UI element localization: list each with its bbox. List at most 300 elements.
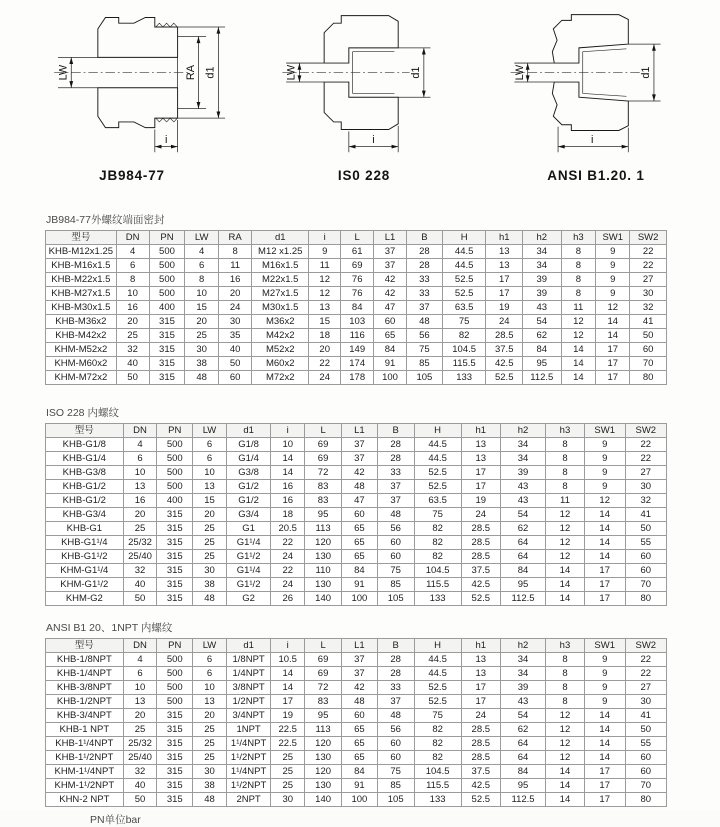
table-cell: 4 (123, 438, 157, 452)
table-cell: 14 (546, 793, 585, 807)
table-cell: 42 (342, 466, 378, 480)
table-cell: 9 (584, 681, 625, 695)
table-row (46, 536, 667, 550)
table-cell: 82 (442, 329, 486, 343)
column-header: B (406, 231, 442, 245)
table-cell: 10 (185, 287, 218, 301)
table-cell: 12 (546, 737, 585, 751)
table-cell: 14 (584, 522, 625, 536)
table-cell: 14 (271, 667, 305, 681)
table-cell: 105 (377, 793, 414, 807)
table-cell: 56 (377, 723, 414, 737)
table-cell: 115.5 (414, 578, 461, 592)
column-header: SW2 (625, 639, 666, 653)
table-cell: 14 (561, 357, 596, 371)
table-cell: 91 (374, 357, 407, 371)
table-cell: 11 (218, 259, 251, 273)
table-cell: 32 (123, 564, 157, 578)
table-cell: 84 (374, 343, 407, 357)
table-cell: 24 (271, 550, 305, 564)
table-cell: 50 (630, 329, 667, 343)
table-cell: 10 (123, 681, 157, 695)
table-cell: 44.5 (414, 438, 461, 452)
table-cell: 14 (546, 578, 585, 592)
column-header: d1 (252, 231, 309, 245)
table-cell: 25 (193, 536, 227, 550)
diagram-caption-jb984: JB984-77 (99, 168, 165, 183)
table-cell: 28.5 (461, 550, 500, 564)
header-row (46, 424, 667, 438)
table-cell: KHB-G1¹/4 (46, 536, 124, 550)
table-cell: 20 (123, 508, 157, 522)
table-cell: 1¹/2NPT (226, 751, 270, 765)
table-cell: 17 (584, 578, 625, 592)
table-cell: 44.5 (414, 452, 461, 466)
table-cell: G1/2 (226, 480, 270, 494)
diagram-caption-ansi: ANSI B1.20. 1 (547, 168, 645, 183)
table-row (46, 371, 667, 385)
column-header: L (305, 424, 342, 438)
table-cell: 60 (342, 709, 378, 723)
table-cell: 95 (523, 357, 561, 371)
table-cell: 95 (305, 508, 342, 522)
table-cell: G1¹/4 (226, 536, 270, 550)
table-cell: 20 (185, 315, 218, 329)
table-cell: 82 (414, 536, 461, 550)
table-cell: 24 (218, 301, 251, 315)
table-cell: 70 (625, 578, 666, 592)
table-cell: 315 (157, 737, 193, 751)
table-cell: 69 (305, 667, 342, 681)
table-cell: 52.5 (414, 695, 461, 709)
table-cell: 18 (309, 329, 341, 343)
table-cell: KHB-1¹/4NPT (46, 737, 124, 751)
table-cell: 9 (596, 287, 630, 301)
table-cell: 65 (342, 723, 378, 737)
table-cell: 8 (546, 681, 585, 695)
table-cell: 13 (461, 667, 500, 681)
table-cell: 44.5 (414, 667, 461, 681)
table-cell: 26 (271, 592, 305, 606)
column-header: 型号 (46, 639, 124, 653)
table-cell: 22 (271, 564, 305, 578)
table-cell: 48 (377, 709, 414, 723)
table-cell: KHB-M22x1.5 (46, 273, 117, 287)
table-cell: 12 (561, 329, 596, 343)
table-cell: 37 (377, 695, 414, 709)
column-header: h1 (461, 424, 500, 438)
table-cell: 70 (630, 357, 667, 371)
table-cell: 14 (561, 343, 596, 357)
table-cell: KHB-M27x1.5 (46, 287, 117, 301)
table-cell: 95 (501, 779, 546, 793)
table-cell: KHB-M12x1.25 (46, 245, 117, 259)
table-cell: 30 (630, 287, 667, 301)
table-cell: 65 (342, 737, 378, 751)
table-cell: 315 (157, 508, 193, 522)
table-cell: 24 (461, 508, 500, 522)
table-cell: 500 (149, 273, 185, 287)
table-cell: 8 (116, 273, 149, 287)
table-cell: 37 (377, 494, 414, 508)
table-cell: 43 (501, 494, 546, 508)
table-cell: 54 (501, 709, 546, 723)
table-cell: 12 (584, 494, 625, 508)
table-cell: 133 (414, 592, 461, 606)
table-cell: 105 (377, 592, 414, 606)
table-cell: KHB-M30x1.5 (46, 301, 117, 315)
table-cell: 17 (271, 695, 305, 709)
table-cell: 25 (193, 550, 227, 564)
table-cell: 500 (149, 287, 185, 301)
table-cell: 69 (305, 438, 342, 452)
table-cell: 54 (523, 315, 561, 329)
table-row (46, 779, 667, 793)
table-cell: 14 (271, 466, 305, 480)
table-cell: 19 (486, 301, 523, 315)
table-cell: 315 (157, 522, 193, 536)
column-header: LW (193, 424, 227, 438)
table-cell: KHB-1/2NPT (46, 695, 124, 709)
table-cell: 12 (546, 550, 585, 564)
table-cell: 22 (309, 357, 341, 371)
table-cell: 400 (157, 494, 193, 508)
table-cell: 6 (116, 259, 149, 273)
table-cell: 105 (406, 371, 442, 385)
table-cell: 315 (157, 578, 193, 592)
column-header: PN (157, 424, 193, 438)
table-cell: 64 (501, 536, 546, 550)
table-cell: 17 (584, 765, 625, 779)
table-cell: 8 (546, 452, 585, 466)
table-cell: G1¹/4 (226, 564, 270, 578)
table-cell: 130 (305, 550, 342, 564)
table-row (46, 452, 667, 466)
dim-label-lw: LW (57, 64, 70, 81)
table-cell: 30 (218, 315, 251, 329)
table-cell: KHM-M60x2 (46, 357, 117, 371)
table-cell: 65 (342, 550, 378, 564)
table-cell: 315 (157, 709, 193, 723)
table-cell: 72 (305, 466, 342, 480)
table-cell: 22 (625, 667, 666, 681)
table-cell: 133 (442, 371, 486, 385)
table-row (46, 564, 667, 578)
table-cell: 8 (561, 245, 596, 259)
fitting-cross-section-ansi-icon (494, 8, 699, 158)
column-header: PN (157, 639, 193, 653)
table-cell: 25 (185, 329, 218, 343)
table-cell: 14 (596, 329, 630, 343)
table-cell: 110 (305, 564, 342, 578)
table-cell: G2 (226, 592, 270, 606)
table-cell: KHM-M72x2 (46, 371, 117, 385)
table-cell: 9 (584, 480, 625, 494)
table-row (46, 765, 667, 779)
table-cell: KHB-M42x2 (46, 329, 117, 343)
table-cell: 42 (374, 273, 407, 287)
table-row (46, 709, 667, 723)
table-cell: 8 (546, 653, 585, 667)
table-cell: 28 (406, 259, 442, 273)
table-cell: 62 (501, 522, 546, 536)
table-row (46, 245, 667, 259)
table-cell: 100 (342, 793, 378, 807)
table-cell: 315 (149, 357, 185, 371)
column-header: L (341, 231, 374, 245)
header-row (46, 231, 667, 245)
table-cell: G3/4 (226, 508, 270, 522)
table-cell: 48 (185, 371, 218, 385)
table-cell: 4 (185, 245, 218, 259)
table-cell: 8 (218, 245, 251, 259)
table-cell: 500 (157, 480, 193, 494)
table-cell: 14 (584, 550, 625, 564)
column-header: H (442, 231, 486, 245)
table-row (46, 550, 667, 564)
table-cell: 14 (584, 536, 625, 550)
section-jb984-77 (45, 212, 700, 385)
table-cell: 22 (630, 245, 667, 259)
column-header: i (271, 639, 305, 653)
column-header: h2 (523, 231, 561, 245)
table-cell: 500 (149, 245, 185, 259)
table-cell: 3/4NPT (226, 709, 270, 723)
table-cell: 1/4NPT (226, 667, 270, 681)
table-cell: 43 (501, 695, 546, 709)
table-row (46, 301, 667, 315)
table-cell: 40 (218, 343, 251, 357)
table-row (46, 438, 667, 452)
table-cell: 37 (374, 245, 407, 259)
table-row (46, 681, 667, 695)
column-header: h2 (501, 424, 546, 438)
table-cell: G1¹/2 (226, 578, 270, 592)
table-cell: 60 (625, 550, 666, 564)
column-header: SW1 (584, 639, 625, 653)
table-cell: M42x2 (252, 329, 309, 343)
table-cell: 48 (342, 695, 378, 709)
table-cell: 30 (193, 564, 227, 578)
table-cell: 8 (546, 667, 585, 681)
iso228-table (45, 423, 667, 606)
column-header: h1 (461, 639, 500, 653)
table-cell: 20 (309, 343, 341, 357)
table-cell: 27 (630, 273, 667, 287)
table-cell: 37 (342, 653, 378, 667)
table-cell: 50 (123, 592, 157, 606)
dim-label-d1: d1 (409, 66, 422, 79)
diagram-caption-iso228: IS0 228 (337, 168, 391, 183)
table-cell: 4 (116, 245, 149, 259)
fitting-cross-section-iso228-icon (262, 8, 467, 158)
table-cell: 104.5 (414, 564, 461, 578)
table-cell: 500 (157, 452, 193, 466)
table-cell: 120 (305, 765, 342, 779)
body-upper-half (324, 16, 398, 63)
table-cell: 50 (625, 522, 666, 536)
table-cell: 62 (523, 329, 561, 343)
table-cell: 40 (123, 779, 157, 793)
table-cell: 10 (193, 681, 227, 695)
table-cell: 2NPT (226, 793, 270, 807)
table-cell: 56 (377, 522, 414, 536)
table-cell: 13 (309, 301, 341, 315)
table-cell: 6 (123, 452, 157, 466)
table-cell: KHB-M16x1.5 (46, 259, 117, 273)
table-cell: G1¹/2 (226, 550, 270, 564)
table-cell: 315 (157, 765, 193, 779)
table-cell: 9 (309, 245, 341, 259)
table-cell: 41 (630, 315, 667, 329)
table-cell: 75 (377, 765, 414, 779)
table-cell: 35 (218, 329, 251, 343)
table-cell: 149 (341, 343, 374, 357)
column-header: SW2 (630, 231, 667, 245)
table-cell: 18 (271, 508, 305, 522)
table-cell: 50 (625, 723, 666, 737)
table-cell: 1¹/4NPT (226, 737, 270, 751)
table-cell: 32 (116, 343, 149, 357)
table-cell: 1/2NPT (226, 695, 270, 709)
table-cell: KHB-G1/8 (46, 438, 124, 452)
table-cell: KHB-3/8NPT (46, 681, 124, 695)
table-cell: 16 (116, 301, 149, 315)
table-cell: M27x1.5 (252, 287, 309, 301)
table-cell: 60 (377, 550, 414, 564)
table-cell: 19 (271, 709, 305, 723)
table-cell: 25 (193, 723, 227, 737)
table-cell: 22 (630, 259, 667, 273)
table-cell: 22 (625, 653, 666, 667)
table-cell: 315 (157, 751, 193, 765)
table-cell: 14 (584, 709, 625, 723)
table-cell: 34 (501, 452, 546, 466)
diagram-jb984-77 (16, 8, 248, 198)
table-cell: 42 (374, 287, 407, 301)
table-cell: 12 (546, 536, 585, 550)
column-header: B (377, 424, 414, 438)
table-cell: M16x1.5 (252, 259, 309, 273)
table-cell: 28.5 (461, 737, 500, 751)
table-cell: 34 (523, 245, 561, 259)
table-cell: 84 (523, 343, 561, 357)
table-cell: 52.5 (414, 466, 461, 480)
table-cell: 6 (185, 259, 218, 273)
column-header: H (414, 639, 461, 653)
table-cell: 48 (406, 315, 442, 329)
table-cell: 14 (546, 564, 585, 578)
column-header: d1 (226, 424, 270, 438)
table-cell: 25 (193, 751, 227, 765)
table-cell: 20 (218, 287, 251, 301)
table-cell: 12 (546, 508, 585, 522)
table-cell: 25 (193, 522, 227, 536)
table-cell: 400 (149, 301, 185, 315)
table-cell: 60 (377, 737, 414, 751)
table-cell: 10 (193, 466, 227, 480)
table-cell: 130 (305, 779, 342, 793)
column-header: PN (149, 231, 185, 245)
table-cell: 28 (377, 667, 414, 681)
table-cell: 83 (305, 494, 342, 508)
table-cell: 17 (486, 273, 523, 287)
column-header: h2 (501, 639, 546, 653)
table-cell: 14 (546, 592, 585, 606)
table-cell: M52x2 (252, 343, 309, 357)
table-cell: 8 (546, 480, 585, 494)
table-cell: 17 (584, 793, 625, 807)
table-cell: KHB-G3/4 (46, 508, 124, 522)
table-cell: 83 (305, 695, 342, 709)
table-cell: KHM-M52x2 (46, 343, 117, 357)
table-cell: 37.5 (461, 564, 500, 578)
table-cell: 500 (149, 259, 185, 273)
table-cell: 47 (342, 494, 378, 508)
column-header: B (377, 639, 414, 653)
table-cell: 120 (305, 737, 342, 751)
table-cell: 25/32 (123, 536, 157, 550)
table-cell: 80 (625, 592, 666, 606)
table-cell: 25 (116, 329, 149, 343)
table-cell: 70 (625, 779, 666, 793)
table-cell: 12 (546, 522, 585, 536)
table-row (46, 751, 667, 765)
column-header: DN (123, 639, 157, 653)
table-cell: 60 (377, 536, 414, 550)
table-cell: 13 (461, 452, 500, 466)
table-cell: 104.5 (442, 343, 486, 357)
table-cell: 28 (406, 245, 442, 259)
table-cell: 12 (596, 301, 630, 315)
table-cell: 24 (309, 371, 341, 385)
table-cell: 315 (157, 536, 193, 550)
table-cell: 500 (157, 681, 193, 695)
table-row (46, 653, 667, 667)
table-cell: 48 (377, 508, 414, 522)
pn-unit-note: PN单位bar (90, 814, 141, 826)
table-cell: 14 (271, 452, 305, 466)
table-cell: 15 (185, 301, 218, 315)
table-cell: 13 (123, 480, 157, 494)
table-cell: 32 (123, 765, 157, 779)
table-cell: G1/8 (226, 438, 270, 452)
table-cell: 140 (305, 592, 342, 606)
table-cell: 65 (342, 751, 378, 765)
table-cell: 83 (305, 480, 342, 494)
table-cell: 17 (486, 287, 523, 301)
column-header: SW1 (596, 231, 630, 245)
table-cell: 15 (193, 494, 227, 508)
table-cell: 12 (546, 751, 585, 765)
table-cell: 10 (123, 466, 157, 480)
table-cell: 17 (461, 681, 500, 695)
table-cell: 6 (123, 667, 157, 681)
table-cell: 85 (377, 578, 414, 592)
column-header: L1 (374, 231, 407, 245)
table-cell: 315 (149, 343, 185, 357)
dim-label-i: i (371, 133, 375, 146)
table-cell: 14 (584, 751, 625, 765)
dim-label-d1: d1 (204, 66, 217, 79)
table-cell: 13 (461, 653, 500, 667)
table-cell: 85 (377, 779, 414, 793)
table-cell: 1NPT (226, 723, 270, 737)
table-cell: 25/40 (123, 550, 157, 564)
table-cell: 84 (341, 301, 374, 315)
table-cell: 38 (185, 357, 218, 371)
column-header: i (271, 424, 305, 438)
